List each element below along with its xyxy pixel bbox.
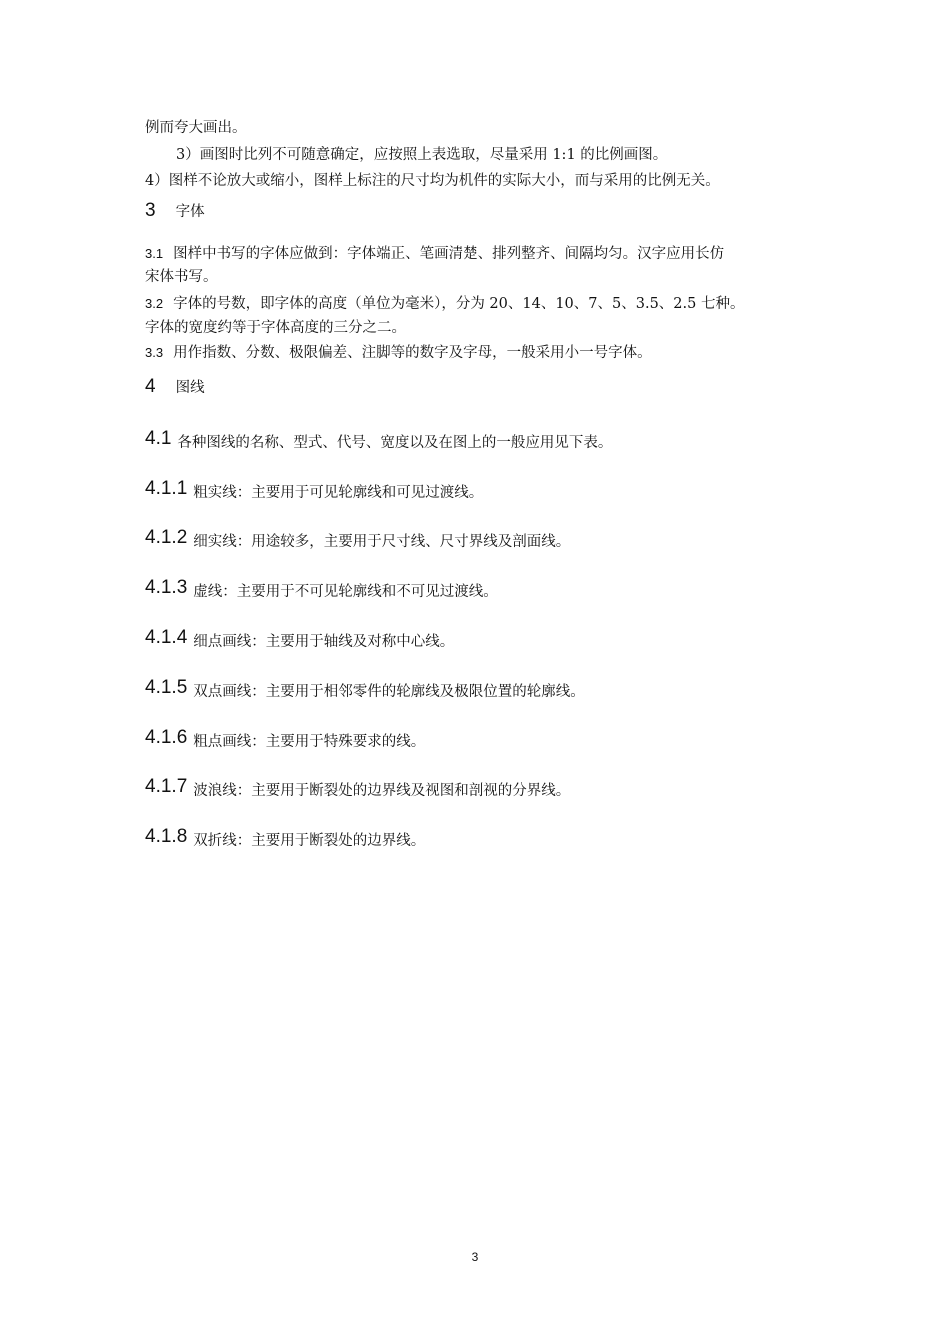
item-4-1-2: [145, 528, 570, 552]
page-number: 3: [471, 1250, 479, 1264]
item-4-1-5-text: 双点画线：主要用于相邻零件的轮廓线及极限位置的轮廓线。: [193, 684, 585, 700]
item-4-1-7-number: 4.1.7: [145, 776, 188, 797]
item-4-1-3: [145, 578, 498, 602]
intro-line-1: 例而夸大画出。: [145, 120, 247, 136]
item-3-3-number: 3.3: [145, 345, 164, 360]
item-4-1-4-text: 细点画线：主要用于轴线及对称中心线。: [193, 634, 455, 650]
item-3-2-continuation: 字体的宽度约等于字体高度的三分之二。: [145, 320, 406, 336]
item-3-2-text: 字体的号数，即字体的高度（单位为毫米），分为 20、14、10、7、5、3.5、2.5 七种。: [173, 296, 745, 312]
item-4-1-1-text: 粗实线：主要用于可见轮廓线和可见过渡线。: [193, 485, 484, 501]
intro-line-3: 4）图样不论放大或缩小，图样上标注的尺寸均为机件的实际大小，而与采用的比例无关。: [145, 173, 720, 189]
item-4-1-1: [145, 479, 483, 503]
item-4-1-7: [145, 777, 570, 801]
item-4-1-text: 各种图线的名称、型式、代号、宽度以及在图上的一般应用见下表。: [177, 435, 613, 451]
section-3-heading: [145, 201, 205, 222]
section-4-title: 图线: [175, 380, 205, 396]
item-4-1-7-text: 波浪线：主要用于断裂处的边界线及视图和剖视的分界线。: [193, 783, 571, 799]
section-3-number: 3: [145, 200, 156, 221]
item-4-1: [145, 429, 612, 453]
intro-line-2: 3）画图时比列不可随意确定，应按照上表选取，尽量采用 1:1 的比例画图。: [176, 147, 668, 163]
item-4-1-8-text: 双折线：主要用于断裂处的边界线。: [193, 833, 426, 849]
item-4-1-6-text: 粗点画线：主要用于特殊要求的线。: [193, 734, 426, 750]
item-4-1-2-text: 细实线：用途较多，主要用于尺寸线、尺寸界线及剖面线。: [193, 534, 571, 550]
item-4-1-5: [145, 678, 585, 702]
item-4-1-number: 4.1: [145, 428, 172, 449]
item-3-2: [145, 294, 744, 314]
item-4-1-6: [145, 728, 425, 752]
item-3-1: [145, 244, 724, 264]
item-4-1-8-number: 4.1.8: [145, 826, 188, 847]
item-4-1-2-number: 4.1.2: [145, 527, 188, 548]
item-3-3: [145, 343, 652, 363]
item-4-1-3-number: 4.1.3: [145, 577, 188, 598]
item-4-1-8: [145, 827, 425, 851]
item-4-1-5-number: 4.1.5: [145, 677, 188, 698]
section-3-title: 字体: [175, 204, 205, 220]
item-4-1-4-number: 4.1.4: [145, 627, 188, 648]
item-4-1-4: [145, 628, 454, 652]
item-3-2-number: 3.2: [145, 296, 164, 311]
item-3-1-continuation: 宋体书写。: [145, 269, 218, 285]
item-3-1-number: 3.1: [145, 246, 164, 261]
item-4-1-3-text: 虚线：主要用于不可见轮廓线和不可见过渡线。: [193, 584, 498, 600]
item-3-1-text: 图样中书写的字体应做到：字体端正、笔画清楚、排列整齐、间隔均匀。汉字应用长仿: [173, 246, 725, 262]
item-3-3-text: 用作指数、分数、极限偏差、注脚等的数字及字母，一般采用小一号字体。: [173, 345, 652, 361]
section-4-heading: [145, 377, 205, 398]
item-4-1-6-number: 4.1.6: [145, 727, 188, 748]
item-4-1-1-number: 4.1.1: [145, 478, 188, 499]
section-4-number: 4: [145, 376, 156, 397]
